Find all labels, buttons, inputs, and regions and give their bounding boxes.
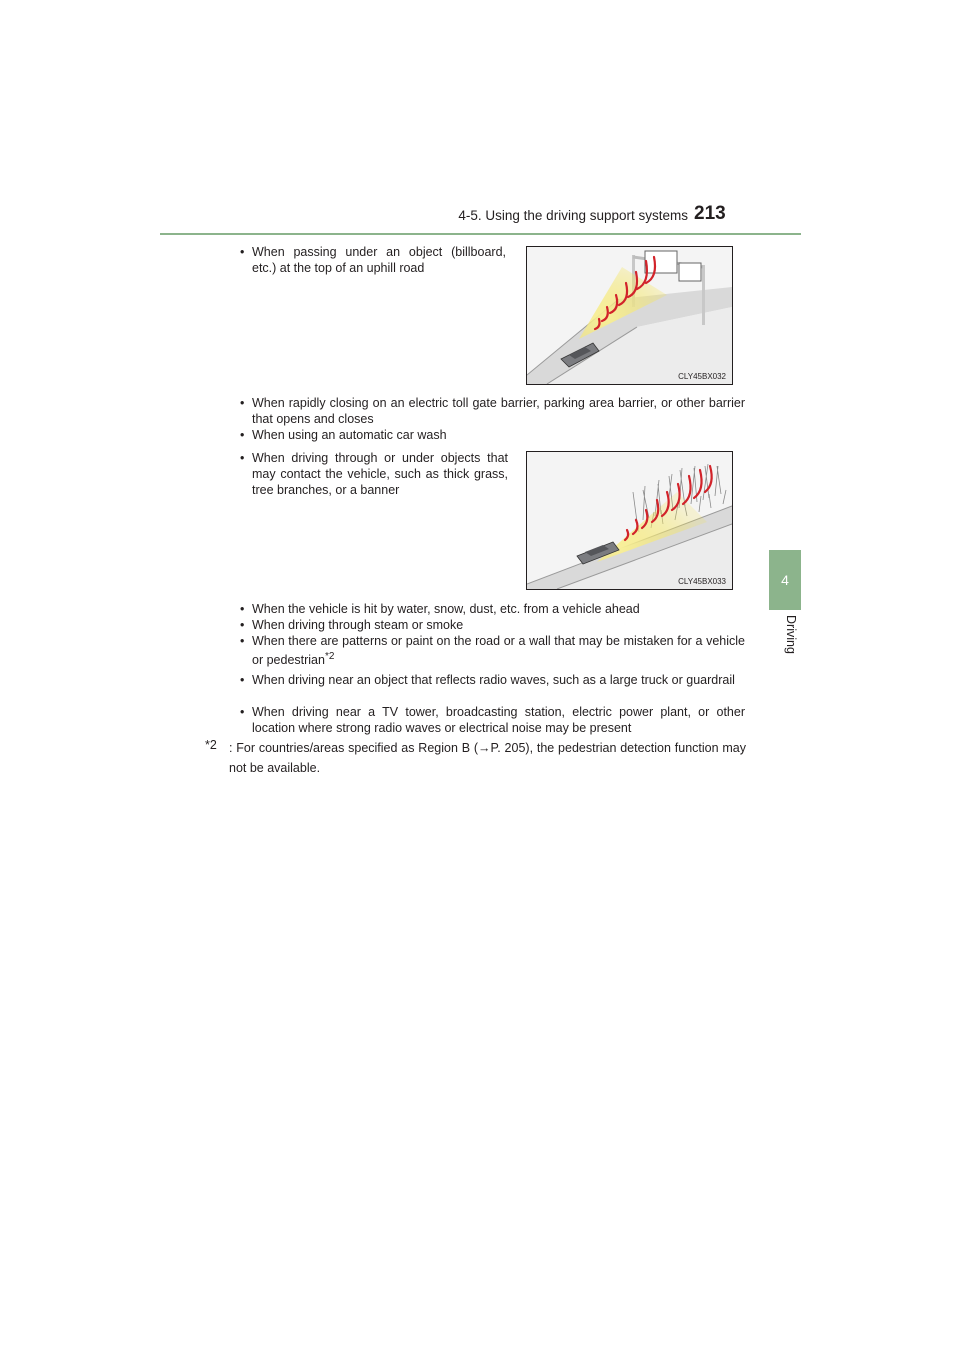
list-item-text: When passing under an object (billboard, etc.) at the top of an uphill road xyxy=(252,245,506,275)
list-item xyxy=(240,450,508,498)
bullet-dot: • xyxy=(240,602,245,616)
bullet-dot: • xyxy=(240,634,245,648)
bullet-dot: • xyxy=(240,428,245,442)
list-item xyxy=(240,672,745,688)
bullet-dot: • xyxy=(240,396,245,410)
billboard-illustration xyxy=(527,247,732,384)
list-item-text: When using an automatic car wash xyxy=(252,428,447,442)
bullet-dot: • xyxy=(240,673,245,687)
footnote-reference: *2 xyxy=(324,651,335,662)
bullet-dot: • xyxy=(240,618,245,632)
footnote xyxy=(205,738,746,778)
bullet-dot: • xyxy=(240,451,245,465)
list-item xyxy=(240,704,745,736)
chapter-tab: 4 xyxy=(769,550,801,610)
section-title: 4-5. Using the driving support systems xyxy=(458,208,688,223)
list-item-text: When driving through or under objects that may contact the vehicle, such as thick grass, tree branches, or a banner xyxy=(252,451,508,497)
list-item-text: When driving near a TV tower, broadcasting station, electric power plant, or other location where strong radio waves or electrical noise may be present xyxy=(252,705,745,735)
footnote-marker: *2 xyxy=(205,738,217,752)
list-item xyxy=(240,427,745,443)
grass-illustration xyxy=(527,452,732,589)
list-item-text: When driving through steam or smoke xyxy=(252,618,464,632)
list-item xyxy=(240,617,745,633)
figure-billboard-uphill xyxy=(526,246,733,385)
figure-code: CLY45BX032 xyxy=(678,372,726,381)
header-divider xyxy=(160,233,801,235)
list-item xyxy=(240,395,745,427)
list-item-text: When driving near an object that reflects radio waves, such as a large truck or guardrail xyxy=(252,673,735,687)
bullet-dot: • xyxy=(240,705,245,719)
page-number: 213 xyxy=(694,203,726,224)
chapter-label: Driving xyxy=(784,615,798,654)
bullet-dot: • xyxy=(240,245,245,259)
list-item-text: When rapidly closing on an electric toll gate barrier, parking area barrier, or other barrier that opens and closes xyxy=(252,396,745,426)
list-item xyxy=(240,633,745,668)
list-item-text: When there are patterns or paint on the road or a wall that may be mistaken for a vehicle or pedestrian xyxy=(252,634,745,668)
figure-grass-branches xyxy=(526,451,733,590)
footnote-text: : For countries/areas specified as Region B (→P. 205), the pedestrian detection function may not be available. xyxy=(229,741,746,775)
list-item-text: When the vehicle is hit by water, snow, dust, etc. from a vehicle ahead xyxy=(252,602,640,616)
list-item xyxy=(240,601,745,617)
list-item xyxy=(240,244,506,276)
figure-code: CLY45BX033 xyxy=(678,577,726,586)
